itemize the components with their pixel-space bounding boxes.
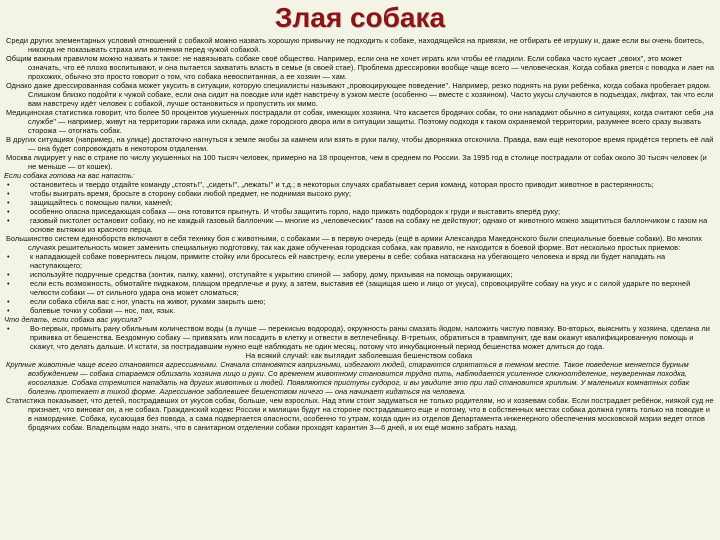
attack-bullet [4, 198, 714, 207]
attack-bullet [4, 216, 714, 234]
bullet-icon: • [7, 279, 10, 288]
bullet-icon: • [7, 297, 10, 306]
bullet-icon: • [7, 216, 10, 225]
page-title: Злая собака [274, 2, 446, 33]
bullet-text: если собака сбила вас с ног, упасть на живот, руками закрыть шею; [30, 297, 266, 306]
bullet-icon: • [7, 324, 10, 333]
intro-paragraph: В других ситуациях (например, на улице) достаточно нагнуться к земле якобы за камнем или взять в руки палку, чтобы дворняжка отскочила. Правда, вам ещё некоторое время придётся терпеть её лай — она будет сопровождать в некотором отдалении. [6, 135, 714, 153]
bullet-text: газовый пистолет остановит собаку, но не каждый газовый баллончик — многие из „человеческих" газов на собаку не действуют; однако от животного можно защититься баллончиком с газом на основе вытяжки из красного перца. [30, 216, 708, 234]
rabies-subheading: На всякий случай: как выглядит заболевшая бешенством собака [245, 351, 473, 360]
bullet-text: особенно опасна приседающая собака — она готовится прыгнуть. И чтобы защитить горло, надо прижать подбородок к груди и выставить вперёд руку; [30, 207, 561, 216]
stats-paragraph: Статистика показывает, что детей, пострадавших от укусов собак, больше, чем взрослых. Над этим стоит задуматься не только родителям, но и хозяевам собак. Если пострадает ребёнок, ниякой суд не признает, что виноват он, а не собака. Гражданский кодекс России и милиции будут на стороне пострадавшего еще и потому, что в собственных местах собака должна гулять только на поводке и в наморднике. Собака, кусающая без повода, а сама подвергается опасности, особенно то утрам, когда один из отделов Департамента инженерного обеспечения московской мэрии ведет отлов бродячих собак. Владельцам надо знать, что в санитарном отделении собаки проходят карантин 3—6 дней, и их ещё можно забрать назад. [6, 396, 714, 432]
intro-paragraph: Среди других элементарных условий отношений с собакой можно назвать хорошую привычку не подходить к собаке, находящейся на привязи, не отбирать её игрушку и, даже если вы очень боитесь, никогда не показывать страха или волнения перед чужой собакой. [6, 36, 705, 54]
attack-bullet [4, 180, 714, 189]
intro-paragraph: Медицинская статистика говорит, что более 50 процентов укушенных пострадали от собак, имеющих хозяина. Что касается бродячих собак, то они нападают обычно в ситуациях, когда считают себя „на службе" — например, живут на территории гаража или склада, даже городского двора или в ситуации защиты. Поэтому подходя к таком охраняемой территории, разумнее всего сразу вызвать сторожа — отогнать собак. [6, 108, 714, 135]
bullet-text: Во-первых, промыть рану обильным количеством воды (а лучше — перекисью водорода), окружность раны смазать йодом, наложить чистую повязку. Во-вторых, выяснить у хозяина, сделана ли прививка от бешенства. Бездомную собаку — привязать или посадить в клетку и отвести в ветлечебницу. В-третьих, обратиться в травмпункт, где вам окажут квалифицированную помощь и скажут, что делать дальше. И кстати, за пострадавшим нужно ещё наблюдать не один месяц, потому что инкубационный период бешенства может длиться до года. [30, 324, 710, 351]
bitten-bullet [4, 324, 714, 351]
intro-paragraph: Общим важным правилом можно назвать и такое: не навязывать собаке своё общество. Например, если она не хочет играть или чтобы её гладили. Если собака часто кусает „своих", это может означать, что её плохо воспитывают, и она пытается захватить власть в семье (в своей стае). Проблема дрессировки вообще чаще всего — человеческая. Когда собака рвется с поводка и лает на прохожих, обычно это просто говорит о том, что собака невоспитанная, а ее хозяин — хам. [6, 54, 714, 81]
bullet-icon: • [7, 306, 10, 315]
rabies-paragraph: Крупные животные чаще всего становятся агрессивными. Сначала становятся капризными, избегают людей, стараются спрятаться в темном месте. Такое поведение меняется бурным возбуждением — собака стараемся облизать хозяина лицо и руки. Со временем животному становится трудно пить, наблюдается усиленное слюноотделение, неуверенная походка, косоглазие. Собака стремится нападать на других животных и людей. Появляются приступы судорог, и вы увидите это при лай становится хриплым. У маленьких комнатных собак болезнь протекает в тихой форме. Агрессивное заболевшее бешенством ничего — она начинает кидаться на человека. [6, 360, 690, 396]
unarmed-bullet [4, 297, 714, 306]
bullet-text: болевые точки у собаки — нос, пах, язык. [30, 306, 176, 315]
bullet-icon: • [7, 270, 10, 279]
bullet-text: защищайтесь с помощью палки, камней; [30, 198, 173, 207]
unarmed-bullet [4, 279, 714, 297]
document-body [0, 33, 720, 432]
intro-paragraph: Однако даже дрессированная собака может укусить в ситуации, которую специалисты называют „провоцирующее поведение". Например, резко поднять на руки ребёнка, когда собака пробегает рядом. Слишком близко подойти к чужой собаке, если она сидит на поводке или идёт навстречу в узком месте (особенно — вместе с хозяином). Часто укусы случаются в подъездах, лифтах, так что если вам навстречу идёт человек с собакой, лучше остановиться и пропустить их мимо. [6, 81, 714, 108]
bullet-icon: • [7, 207, 10, 216]
bullet-icon: • [7, 180, 10, 189]
bullet-icon: • [7, 189, 10, 198]
intro-paragraph: Москва лидирует у нас в стране по числу укушенных на 100 тысяч человек, примерно на 18 процентов, чем в среднем по России. За 1995 год в столице пострадали от собак около 30 тысяч человек (и не меньше — от кошек). [6, 153, 707, 171]
attack-bullet [4, 189, 714, 198]
bullet-text: чтобы выиграть время, бросьте в сторону собаки любой предмет, не поднимая высоко руку; [30, 189, 352, 198]
bullet-icon: • [7, 198, 10, 207]
attack-bullet [4, 207, 714, 216]
unarmed-bullet [4, 270, 714, 279]
bullet-text: если есть возможность, обмотайте пиджаком, плащом предплечье и руку, а затем, выставив её (защищая шею и лицо от укуса), спровоцируйте собаку на укус и с силой ударьте по верхней челюсти собаки — от сильного удара она может сломаться; [30, 279, 691, 297]
bullet-text: к нападающей собаке повернитесь лицом, примите стойку или бросьтесь ей навстречу, если уверены в себе: собака натаскана на убегающего человека и вряд ли будет нападать на наступающего; [30, 252, 666, 270]
bitten-heading: Что делать, если собака вас укусила? [4, 315, 142, 324]
unarmed-bullet [4, 252, 714, 270]
unarmed-bullet [4, 306, 714, 315]
bullet-text: остановитесь и твердо отдайте команду „стоять!", „сидеть!", „лежать!" и т.д.; в некоторых случаях срабатывает серия команд, которая просто приводит животное в растерянность; [30, 180, 654, 189]
bullet-text: используйте подручные средства (зонтик, палку, камни), отступайте к укрытию спиной — забору, дому, призывая на помощь окружающих; [30, 270, 513, 279]
unarmed-paragraph: Большинство систем единоборств включают в себя технику боя с животными, с собаками — в первую очередь (ещё в армии Александра Македонского были специальные боевые собаки). Во многих случаях решительность может заменить специальную подготовку, так как даже обученная городская собака, как правило, не находится в боевой форме. Вот несколько простых приемов: [6, 234, 702, 252]
attack-heading: Если собака готова на вас напасть: [4, 171, 134, 180]
bullet-icon: • [7, 252, 10, 261]
